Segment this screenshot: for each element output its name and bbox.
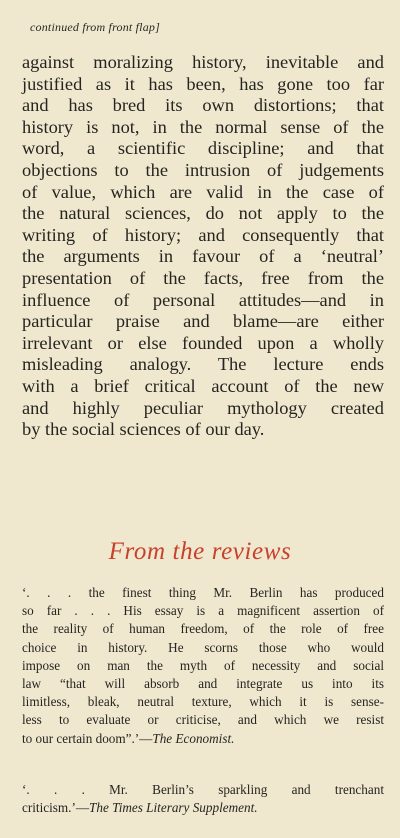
body-line: misleading analogy. The lecture ends — [22, 354, 384, 375]
review-line-text: criticism.’— — [22, 800, 90, 816]
review-line: less to evaluate or criticise, and which we resist — [22, 712, 384, 728]
body-line: justified as it has been, has gone too far — [22, 73, 384, 94]
body-line: of value, which are valid in the case of — [22, 181, 384, 202]
body-line: by the social sciences of our day. — [22, 419, 265, 440]
review-source: The Times Literary Supplement. — [89, 800, 258, 816]
body-line: against moralizing history, inevitable and — [22, 52, 384, 72]
body-line: irrelevant or else founded upon a wholly — [22, 332, 384, 353]
review-source: The Economist. — [152, 730, 235, 746]
review-line: impose on man the myth of necessity and social — [22, 657, 384, 673]
body-line: and highly peculiar mythology created — [22, 397, 384, 418]
continued-from-front-flap-label: continued from front flap] — [30, 20, 160, 34]
body-line: influence of personal attitudes—and in — [22, 289, 384, 310]
review-line: limitless, bleak, neutral texture, which it is sense- — [22, 694, 384, 710]
review-tls — [22, 781, 384, 817]
body-line: word, a scientific discipline; and that — [22, 138, 384, 159]
review-line: ‘. . . Mr. Berlin’s sparkling and trenchant — [22, 782, 384, 797]
review-line: so far . . . His essay is a magnificent assertion of — [22, 603, 384, 619]
review-line: the reality of human freedom, of the role of free — [22, 621, 384, 637]
review-line: choice in history. He scorns those who would — [22, 639, 384, 655]
body-line: the natural sciences, do not apply to the — [22, 203, 384, 224]
body-line: history is not, in the normal sense of the — [22, 116, 384, 137]
body-line: and has bred its own distortions; that — [22, 95, 384, 116]
flap-body-text — [22, 52, 384, 441]
body-line: presentation of the facts, free from the — [22, 267, 384, 288]
review-line-text: to our certain doom”.’— — [22, 730, 153, 746]
review-line: ‘. . . the finest thing Mr. Berlin has produced — [22, 585, 384, 600]
body-line: particular praise and blame—are either — [22, 311, 384, 332]
body-line: writing of history; and consequently that — [22, 224, 384, 245]
body-line: with a brief critical account of the new — [22, 375, 384, 396]
review-line-final — [22, 730, 384, 748]
body-line: objections to the intrusion of judgements — [22, 159, 384, 180]
reviews-heading: From the reviews — [108, 538, 292, 565]
body-line: the arguments in favour of a ‘neutral’ — [22, 246, 384, 267]
review-line: law “that will absorb and integrate us into its — [22, 676, 384, 692]
review-economist — [22, 584, 384, 748]
review-line-final — [22, 799, 384, 817]
